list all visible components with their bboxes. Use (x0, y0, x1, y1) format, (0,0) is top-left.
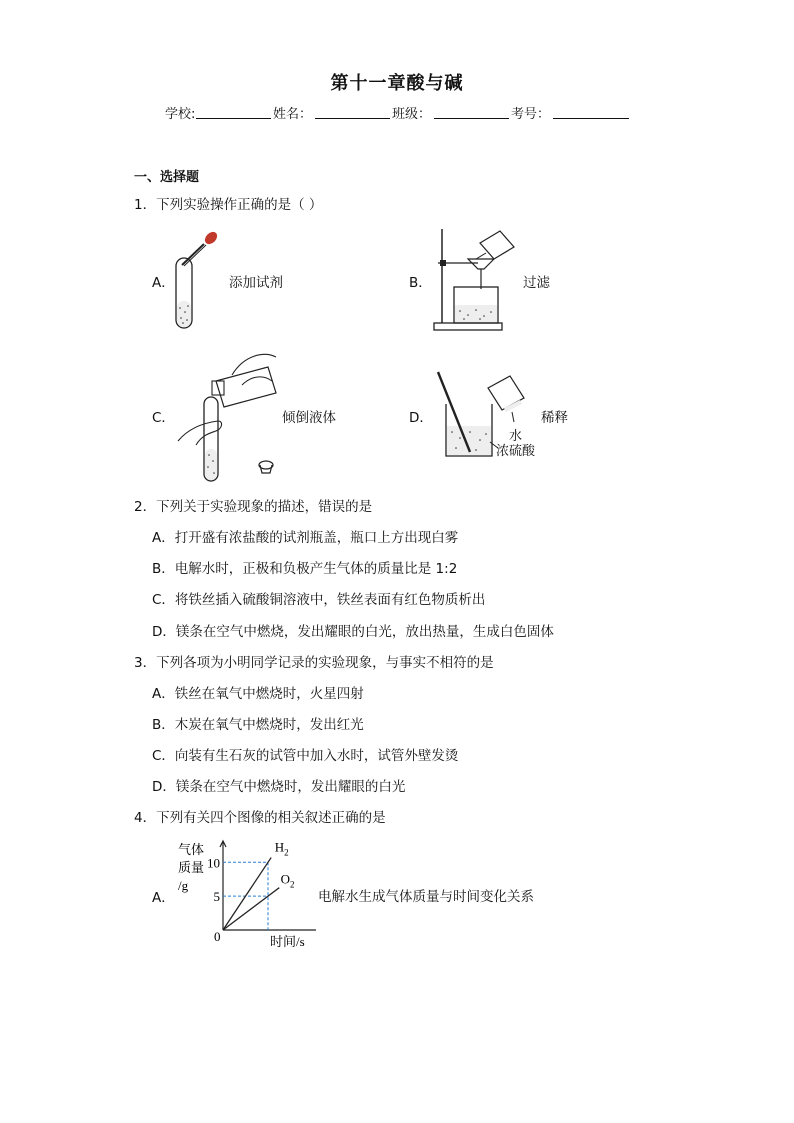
filtration-setup-illustration (430, 223, 520, 333)
q3-option-a[interactable]: A．铁丝在氧气中燃烧时，火星四射 (152, 686, 364, 702)
q3-option-c[interactable]: C．向装有生石灰的试管中加入水时，试管外壁发烫 (152, 748, 459, 764)
question-1-stem: 1．下列实验操作正确的是（ ） (134, 197, 323, 213)
name-label: 姓名： (273, 107, 313, 122)
q1-option-c-label: 倾倒液体 (282, 410, 336, 426)
pouring-liquid-illustration (172, 345, 284, 485)
class-blank[interactable] (434, 104, 509, 119)
q1-option-a-label: 添加试剂 (229, 275, 283, 291)
electrolysis-gas-mass-chart (172, 838, 322, 950)
chart-xlabel: 时间/s (270, 934, 305, 949)
q1-option-d-acid-annotation: 浓硫酸 (496, 444, 536, 459)
q4-option-a-letter[interactable]: A． (152, 890, 175, 906)
q2-option-a[interactable]: A．打开盛有浓盐酸的试剂瓶盖，瓶口上方出现白雾 (152, 530, 459, 546)
chart-ylabel-line-1: 气体 (178, 842, 205, 857)
q3-option-b[interactable]: B．木炭在氧气中燃烧时，发出红光 (152, 717, 364, 733)
q1-option-c-letter[interactable]: C． (152, 410, 175, 426)
school-label: 学校: (165, 107, 196, 122)
chart-ylabel-line-3: /g (178, 878, 189, 893)
q3-option-d[interactable]: D．镁条在空气中燃烧时，发出耀眼的白光 (152, 779, 406, 795)
q1-option-d-water-annotation: 水 (509, 429, 523, 444)
class-label: 班级： (392, 107, 432, 122)
chart-series-line-h2 (223, 858, 271, 930)
chart-ytick-label: 10 (207, 855, 220, 871)
q1-option-a-letter[interactable]: A． (152, 275, 175, 291)
q2-option-c[interactable]: C．将铁丝插入硫酸铜溶液中，铁丝表面有红色物质析出 (152, 592, 486, 608)
chart-origin-label: 0 (214, 929, 221, 944)
dropper-test-tube-illustration (168, 228, 228, 330)
chart-series-label: $O_2$ (280, 871, 295, 890)
name-blank[interactable] (315, 104, 390, 119)
chart-series-label: $H_2$ (274, 839, 289, 858)
question-2-stem: 2．下列关于实验现象的描述，错误的是 (134, 499, 373, 515)
question-4-stem: 4．下列有关四个图像的相关叙述正确的是 (134, 810, 386, 826)
q2-option-b[interactable]: B．电解水时，正极和负极产生气体的质量比是 1:2 (152, 561, 458, 577)
q2-option-d[interactable]: D．镁条在空气中燃烧，发出耀眼的白光，放出热量，生成白色固体 (152, 624, 554, 640)
q1-option-d-letter[interactable]: D． (409, 410, 433, 426)
chart-ylabel-line-2: 质量 (178, 860, 205, 875)
q1-option-d-label: 稀释 (541, 410, 568, 426)
school-blank[interactable] (196, 104, 271, 119)
exam-number-blank[interactable] (553, 104, 629, 119)
q1-option-b-label: 过滤 (523, 275, 550, 291)
q4-option-a-caption: 电解水生成气体质量与时间变化关系 (318, 889, 534, 905)
chart-ytick-label: 5 (213, 889, 220, 905)
exam-number-label: 考号： (511, 107, 551, 122)
q1-option-b-letter[interactable]: B． (409, 275, 432, 291)
section-heading: 一、选择题 (134, 170, 200, 185)
question-3-stem: 3．下列各项为小明同学记录的实验现象，与事实不相符的是 (134, 655, 494, 671)
page-title: 第十一章酸与碱 (330, 73, 464, 94)
chart-series-line-o2 (223, 888, 279, 930)
